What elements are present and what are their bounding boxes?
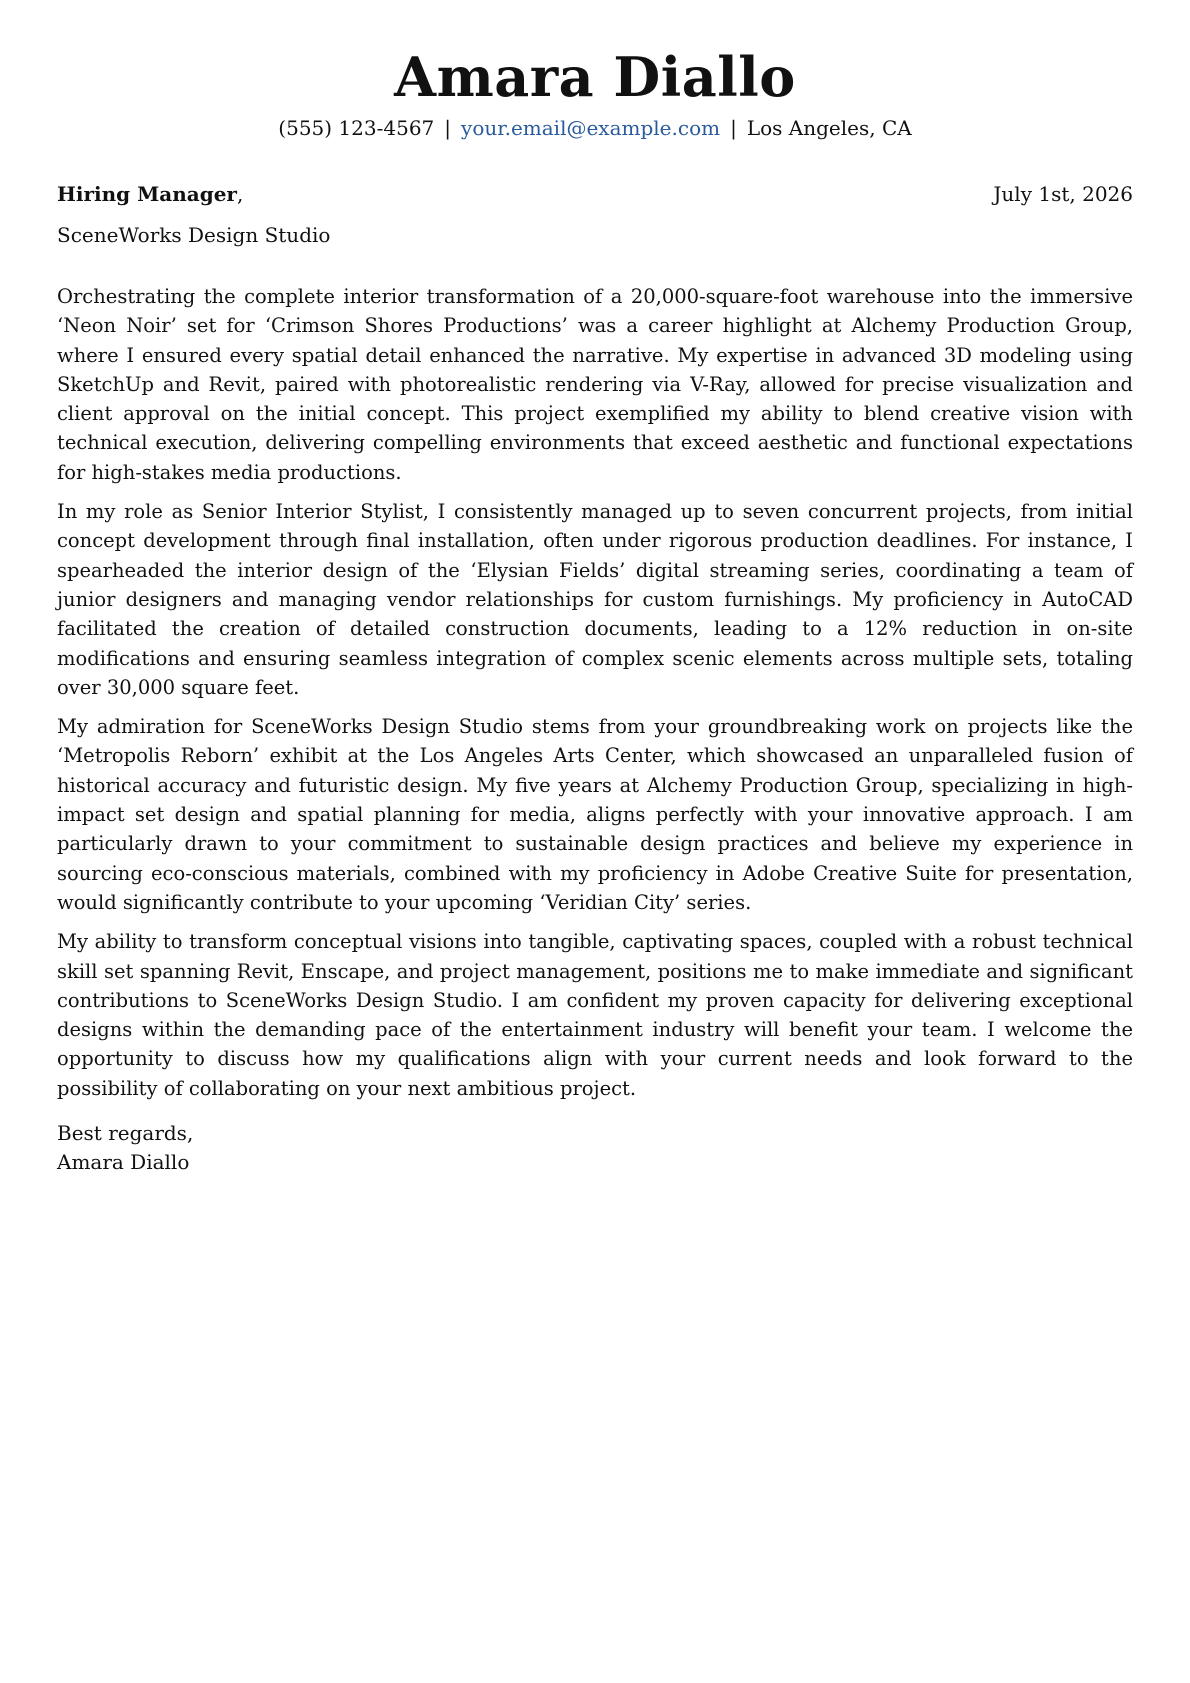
closing-block [57,1119,1133,1177]
body-paragraph: My admiration for SceneWorks Design Studio stems from your groundbreaking work on projects like the ‘Metropolis Reborn’ exhibit at the Los Angeles Arts Center, which showcased an unparalleled fusion of historical accuracy and futuristic design. My five years at Alchemy Production Group, specializing in high-impact set design and spatial planning for media, aligns perfectly with your innovative approach. I am particularly drawn to your commitment to sustainable design practices and believe my experience in sourcing eco-conscious materials, combined with my proficiency in Adobe Creative Suite for presentation, would significantly contribute to your upcoming ‘Veridian City’ series. [57,715,1133,914]
email-link[interactable]: your.email@example.com [461,116,721,140]
phone-number: (555) 123-4567 [278,116,435,140]
recipient-company: SceneWorks Design Studio [57,223,331,247]
body-paragraph: Orchestrating the complete interior transformation of a 20,000-square-foot warehouse into the immersive ‘Neon Noir’ set for ‘Crimson Shores Productions’ was a career highlight at Alchemy Production Group, where I ensured every spatial detail enhanced the narrative. My expertise in advanced 3D modeling using SketchUp and Revit, paired with photorealistic rendering via V-Ray, allowed for precise visualization and client approval on the initial concept. This project exemplified my ability to blend creative vision with technical execution, delivering compelling environments that exceed aesthetic and functional expectations for high-stakes media productions. [57,285,1133,484]
recipient-name-suffix: , [236,182,244,206]
recipient-row [57,179,1133,209]
closing-salutation: Best regards, [57,1121,194,1146]
letter-date: July 1st, 2026 [993,182,1133,206]
body-paragraph: My ability to transform conceptual visions into tangible, captivating spaces, coupled with a robust technical skill set spanning Revit, Enscape, and project management, positions me to make immediate and significant contributions to SceneWorks Design Studio. I am confident my proven capacity for delivering exceptional designs within the demanding pace of the entertainment industry will benefit your team. I welcome the opportunity to discuss how my qualifications align with your current needs and look forward to the possibility of collaborating on your next ambitious project. [57,930,1133,1100]
letter-body [57,282,1133,1177]
recipient-name [57,179,243,209]
applicant-name: Amara Diallo [394,45,796,109]
contact-separator: | [730,116,737,140]
recipient-name-text: Hiring Manager [57,182,237,206]
body-paragraph: In my role as Senior Interior Stylist, I consistently managed up to seven concurrent projects, from initial concept development through final installation, often under rigorous production deadlines. For instance, I spearheaded the interior design of the ‘Elysian Fields’ digital streaming series, coordinating a team of junior designers and managing vendor relationships for custom furnishings. My proficiency in AutoCAD facilitated the creation of detailed construction documents, leading to a 12% reduction in on-site modifications and ensuring seamless integration of complex scenic elements across multiple sets, totaling over 30,000 square feet. [57,500,1133,699]
location: Los Angeles, CA [746,116,912,140]
closing-signature: Amara Diallo [57,1150,190,1175]
contact-line [57,114,1133,142]
contact-separator: | [444,116,452,140]
